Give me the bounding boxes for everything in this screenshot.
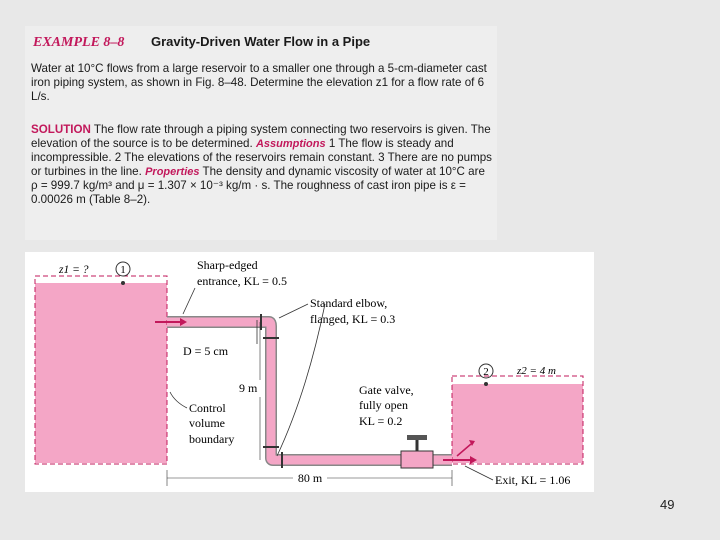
exit-label: Exit, KL = 1.06 xyxy=(495,473,571,487)
valve-label-3: KL = 0.2 xyxy=(359,414,403,428)
height-label: 9 m xyxy=(239,381,258,395)
cv-label-2: volume xyxy=(189,416,225,430)
diameter-label: D = 5 cm xyxy=(183,344,229,358)
properties-label: Properties xyxy=(145,166,200,178)
elbow-label-2: flanged, KL = 0.3 xyxy=(310,312,396,326)
assumptions-text: 1 The flow is steady and incompressible. 2 The elevations of the reservoirs remain constant. 3 There are no pumps or turbines in the line. xyxy=(31,137,492,178)
problem-statement: Water at 10°C flows from a large reservoir to a smaller one through a 5-cm-diameter cast iron piping system, as shown in Fig. 8–48. Determine the elevation z1 for a flow rate of 6 L/s. xyxy=(31,62,487,103)
example-header xyxy=(33,34,371,51)
elbow-leader xyxy=(279,304,308,318)
solution-text: The flow rate through a piping system connecting two reservoirs is given. The elevation of the source is to be determined. xyxy=(31,123,491,150)
elbow-label-1: Standard elbow, xyxy=(310,296,388,310)
valve-label-1: Gate valve, xyxy=(359,383,414,397)
page-number: 49 xyxy=(660,497,675,512)
point-1-label: 1 xyxy=(120,264,126,276)
solution-block xyxy=(31,123,493,207)
piping-figure xyxy=(25,252,594,492)
gate-valve-body xyxy=(401,451,433,468)
entrance-label-1: Sharp-edged xyxy=(197,258,258,272)
example-box xyxy=(25,26,497,240)
cv-pipe-leader xyxy=(277,304,325,456)
point-1-dot xyxy=(121,281,125,285)
z2-label: z2 = 4 m xyxy=(517,365,556,377)
entrance-label-2: entrance, KL = 0.5 xyxy=(197,274,287,288)
exit-leader xyxy=(465,466,493,480)
point-2-label: 2 xyxy=(483,366,489,378)
example-title: Gravity-Driven Water Flow in a Pipe xyxy=(151,34,371,49)
solution-label: SOLUTION xyxy=(31,123,91,136)
valve-label-2: fully open xyxy=(359,398,408,412)
z1-label: z1 = ? xyxy=(59,264,89,276)
length-label: 80 m xyxy=(297,471,323,485)
point-2-dot xyxy=(484,382,488,386)
reservoir-1-water xyxy=(35,283,167,463)
gate-valve-handle xyxy=(407,435,427,440)
entrance-leader xyxy=(183,288,195,314)
example-number: EXAMPLE 8–8 xyxy=(33,35,125,50)
cv-label-1: Control xyxy=(189,401,226,415)
properties-text: The density and dynamic viscosity of water at 10°C are ρ = 999.7 kg/m³ and μ = 1.307 × 10⁻³ kg/m · s. The roughness of cast iron pipe is ε = 0.00026 m (Table 8–2). xyxy=(31,165,485,206)
assumptions-label: Assumptions xyxy=(255,138,326,150)
cv-leader xyxy=(170,392,187,408)
piping-diagram xyxy=(25,252,594,492)
cv-label-3: boundary xyxy=(189,432,235,446)
reservoir-2-water xyxy=(452,384,583,463)
